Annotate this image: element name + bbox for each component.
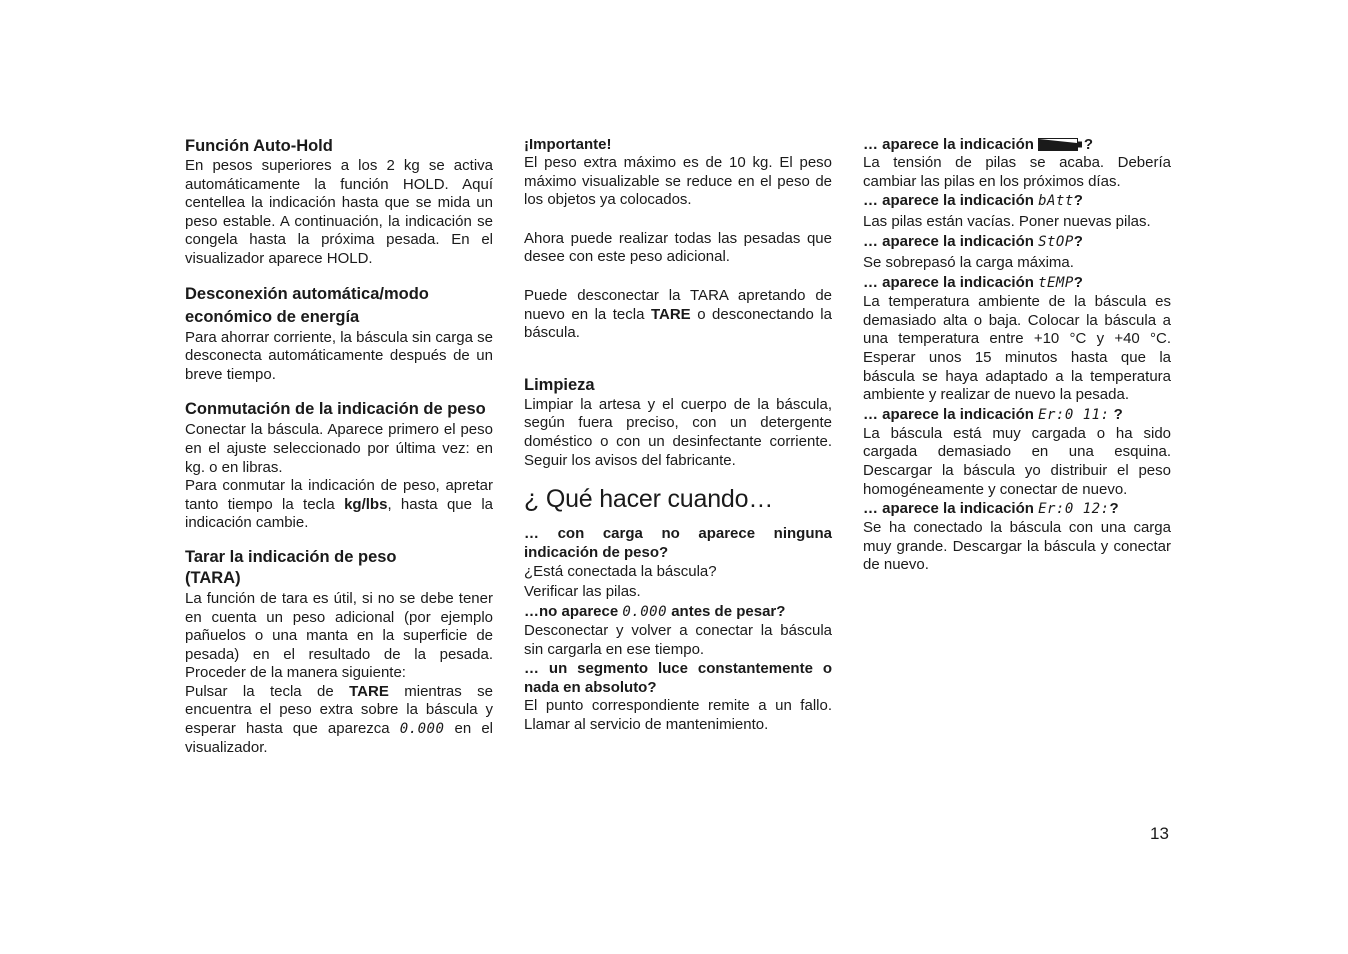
heading-cleaning: Limpieza	[524, 375, 595, 394]
text-segment: ?	[1073, 274, 1083, 292]
key-kg-lbs: kg/lbs	[344, 495, 388, 513]
key-tare: TARE	[349, 682, 389, 700]
column-2	[524, 135, 832, 735]
text-segment: ?	[1109, 500, 1119, 518]
paragraph-unit-switch-2	[185, 477, 493, 533]
paragraph-unit-switch-1: Conectar la báscula. Aparece primero el peso en el ajuste seleccionado por última vez: en kg. o en libras.	[185, 421, 493, 476]
text-segment: … aparece la indicación	[863, 274, 1039, 292]
lcd-display-zero: 0.000	[399, 721, 445, 738]
paragraph-important-1: El peso extra máximo es de 10 kg. El peso máximo visualizable se reduce en el peso de los objetos ya colocados.	[524, 154, 832, 209]
answer-no-zero: Desconectar y volver a conectar la báscula sin cargarla en ese tiempo.	[524, 622, 832, 658]
text-segment: … aparece la indicación	[863, 233, 1039, 251]
text-segment: , hasta que la indicación cambie.	[185, 495, 493, 532]
text-segment: ?	[1073, 192, 1083, 210]
text-segment: ?	[1083, 136, 1094, 153]
answer-stop: Se sobrepasó la carga máxima.	[863, 254, 1074, 272]
paragraph-tare-2	[185, 683, 493, 757]
paragraph-tare-1: La función de tara es útil, si no se debe tener en cuenta un peso adicional (por ejemplo pañuelos o una manta en la superficie de pesada) en el resultado de la pesada. Proceder de la manera siguiente:	[185, 589, 493, 682]
lcd-display-temp: tEMP	[1038, 275, 1074, 292]
text-segment: en el visualizador.	[185, 720, 493, 756]
answer-battery-low: La tensión de pilas se acaba. Debería cambiar las pilas en los próximos días.	[863, 154, 1171, 190]
question-no-weight: … con carga no aparece ninguna indicación de peso?	[524, 525, 832, 562]
text-segment: … aparece la indicación	[863, 405, 1039, 423]
text-segment: … aparece la indicación	[863, 500, 1039, 518]
section-title-troubleshooting: ¿ Qué hacer cuando…	[524, 485, 774, 514]
paragraph-auto-off: Para ahorrar corriente, la báscula sin carga se desconecta automáticamente después de un breve tiempo.	[185, 328, 493, 383]
answer-no-weight-1: ¿Está conectada la báscula?	[524, 563, 717, 581]
question-battery-low	[863, 135, 1171, 154]
answer-no-weight-2: Verificar las pilas.	[524, 583, 641, 601]
column-1	[185, 135, 493, 757]
question-stop	[863, 232, 1171, 252]
text-segment: ?	[1073, 233, 1083, 251]
question-no-zero	[524, 602, 832, 622]
key-tare: TARE	[650, 305, 691, 323]
heading-unit-switch: Conmutación de la indicación de peso	[185, 400, 486, 419]
question-segment: … un segmento luce constantemente o nada en absoluto?	[524, 660, 832, 697]
lcd-display-stop: StOP	[1038, 234, 1074, 251]
question-temp	[863, 273, 1171, 293]
question-batt	[863, 191, 1171, 211]
text-segment: … aparece la indicación	[863, 192, 1039, 210]
page-number: 13	[1150, 824, 1169, 843]
paragraph-cleaning: Limpiar la artesa y el cuerpo de la báscula, según fuera preciso, con un detergente doméstico o con un desinfectante corriente. Seguir los avisos del fabricante.	[524, 395, 832, 469]
text-segment: Pulsar la tecla de	[185, 682, 350, 700]
question-err11	[863, 405, 1171, 425]
heading-tare: Tarar la indicación de peso (TARA)	[185, 547, 397, 588]
answer-batt: Las pilas están vacías. Poner nuevas pilas.	[863, 213, 1151, 231]
text-segment: o desconectando la báscula.	[524, 305, 832, 342]
question-err12	[863, 499, 1171, 519]
paragraph-important-3	[524, 287, 832, 343]
text-segment: …no aparece	[524, 603, 623, 621]
lcd-display-batt: bAtt	[1038, 193, 1074, 210]
text-segment: Puede desconectar la TARA apretando de nuevo en la tecla	[524, 286, 832, 323]
battery-low-icon	[1038, 138, 1082, 151]
text-segment: Para conmutar la indicación de peso, apretar tanto tiempo la tecla	[185, 477, 493, 513]
answer-temp: La temperatura ambiente de la báscula es demasiado alta o baja. Colocar la báscula a una temperatura entre +10 °C y +40 °C. Esperar unos 15 minutos hasta que la báscula se haya adaptado a la temperatura ambiente y realizar de nuevo la pesada.	[863, 293, 1171, 404]
paragraph-important-2: Ahora puede realizar todas las pesadas que desee con este peso adicional.	[524, 229, 832, 266]
lcd-display-zero: 0.000	[622, 604, 668, 621]
text-segment: antes de pesar?	[667, 603, 786, 621]
paragraph-auto-hold: En pesos superiores a los 2 kg se activa automáticamente la función HOLD. Aquí centellea la indicación hasta que se mida un peso estable. A continuación, la indicación se congela hasta la próxima pesada. En el visualizador aparece HOLD.	[185, 157, 493, 267]
heading-important: ¡Importante!	[524, 136, 612, 153]
answer-err12: Se ha conectado la báscula con una carga muy grande. Descargar la báscula y conectar de nuevo.	[863, 519, 1171, 574]
heading-auto-off: Desconexión automática/modo económico de energía	[185, 284, 429, 326]
lcd-display-err12: Er:0 12:	[1038, 501, 1110, 518]
lcd-display-err11: Er:0 11:	[1038, 406, 1110, 423]
text-segment: mientras se encuentra el peso extra sobre la báscula y esperar hasta que aparezca	[185, 682, 493, 738]
answer-segment: El punto correspondiente remite a un fallo. Llamar al servicio de mantenimiento.	[524, 697, 832, 733]
answer-err11: La báscula está muy cargada o ha sido cargada demasiado en una esquina. Descargar la báscula yo distribuir el peso homogéneamente y conectar de nuevo.	[863, 424, 1171, 498]
heading-auto-hold: Función Auto-Hold	[185, 137, 333, 155]
text-segment: ?	[1109, 405, 1123, 423]
column-3	[863, 135, 1171, 575]
text-segment: … aparece la indicación	[863, 136, 1034, 153]
